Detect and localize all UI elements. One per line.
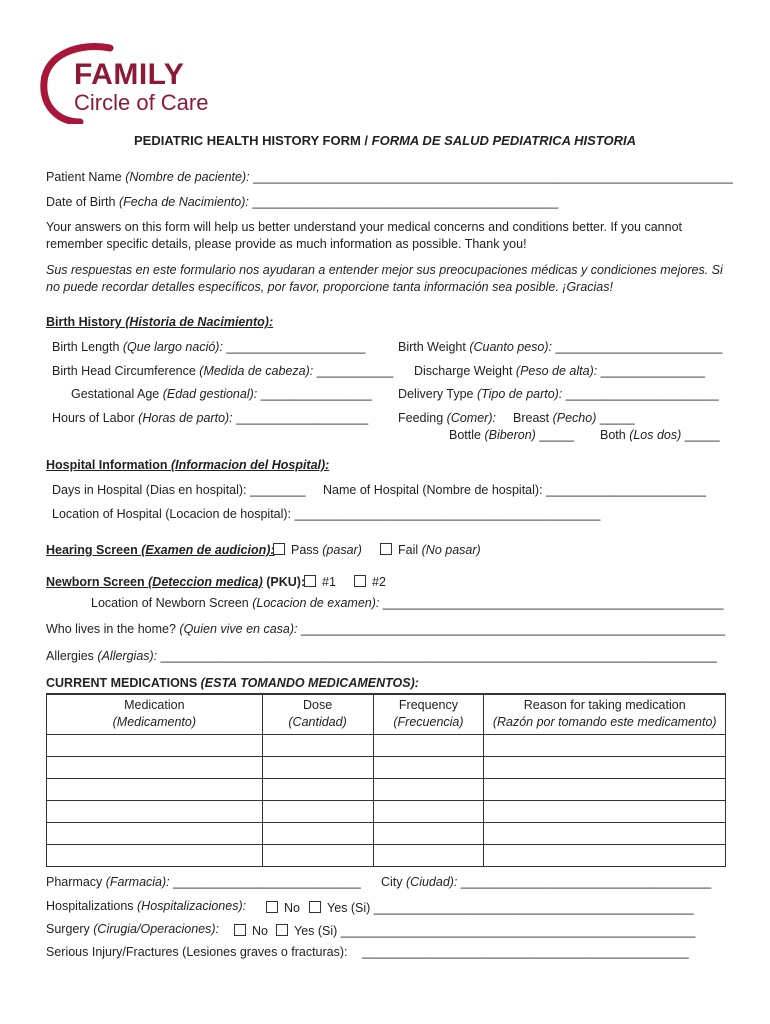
checkbox-icon[interactable] <box>304 575 316 587</box>
hospital-info-heading: Hospital Information (Informacion del Hospital): <box>46 458 330 472</box>
checkbox-icon[interactable] <box>380 543 392 555</box>
date-of-birth-field[interactable]: Date of Birth (Fecha de Nacimiento): ____________________________________________ <box>46 195 559 209</box>
who-lives-field[interactable]: Who lives in the home? (Quien vive en casa): _____________________________________________________________ <box>46 622 726 636</box>
logo-line-1: FAMILY <box>74 58 185 91</box>
newborn-option-2-checkbox[interactable]: #2 <box>354 575 386 589</box>
hospital-location-field[interactable]: Location of Hospital (Locacion de hospital): ____________________________________________ <box>52 507 601 521</box>
birth-weight-field[interactable]: Birth Weight (Cuanto peso): ________________________ <box>398 340 723 354</box>
city-field[interactable]: City (Ciudad): ____________________________________ <box>381 875 712 889</box>
table-row[interactable] <box>47 735 726 757</box>
hospital-name-field[interactable]: Name of Hospital (Nombre de hospital): _______________________ <box>323 483 706 497</box>
hospitalizations-no-checkbox[interactable]: No <box>266 901 300 915</box>
medications-heading: CURRENT MEDICATIONS (ESTA TOMANDO MEDICAMENTOS): <box>46 676 419 690</box>
family-circle-logo <box>40 42 240 124</box>
intro-spanish: Sus respuestas en este formulario nos ayudaran a entender mejor sus preocupaciones médicas y condiciones mejores. Si no puede recordar detalles específicos, por favor, proporcione tanta información sea posible. ¡Gracias! <box>46 263 723 294</box>
birth-length-field[interactable]: Birth Length (Que largo nació): ____________________ <box>52 340 366 354</box>
checkbox-icon[interactable] <box>309 901 321 913</box>
hospitalizations-yes-field[interactable]: Yes (Si) ______________________________________________ <box>309 901 694 915</box>
pharmacy-field[interactable]: Pharmacy (Farmacia): ___________________________ <box>46 875 361 889</box>
hearing-screen-row: Hearing Screen (Examen de audicion): <box>46 543 275 557</box>
checkbox-icon[interactable] <box>273 543 285 555</box>
feeding-breast-field[interactable]: Breast (Pecho) _____ <box>513 411 635 425</box>
table-row[interactable] <box>47 823 726 845</box>
column-medication: Medication (Medicamento) <box>47 694 263 735</box>
hearing-pass-checkbox[interactable]: Pass (pasar) <box>273 543 362 557</box>
feeding-bottle-field[interactable]: Bottle (Biberon) _____ <box>449 428 575 442</box>
discharge-weight-field[interactable]: Discharge Weight (Peso de alta): _______________ <box>414 364 705 378</box>
surgery-no-checkbox[interactable]: No <box>234 924 268 938</box>
column-frequency: Frequency (Frecuencia) <box>373 694 484 735</box>
head-circumference-field[interactable]: Birth Head Circumference (Medida de cabeza): ___________ <box>52 364 394 378</box>
medications-table <box>46 693 726 867</box>
checkbox-icon[interactable] <box>276 924 288 936</box>
table-row[interactable] <box>47 801 726 823</box>
table-header-row <box>47 694 726 735</box>
newborn-location-field[interactable]: Location of Newborn Screen (Locacion de examen): _________________________________________________ <box>91 596 724 610</box>
newborn-option-1-checkbox[interactable]: #1 <box>304 575 336 589</box>
form-title-en: PEDIATRIC HEALTH HISTORY FORM / <box>134 133 372 148</box>
serious-injury-label: Serious Injury/Fractures (Lesiones graves o fracturas): <box>46 945 348 959</box>
logo-line-2: Circle of Care <box>74 90 209 115</box>
newborn-screen-row: Newborn Screen (Deteccion medica) (PKU): <box>46 575 306 589</box>
form-title <box>0 133 770 148</box>
birth-history-heading: Birth History (Historia de Nacimiento): <box>46 315 274 329</box>
feeding-field: Feeding (Comer): <box>398 411 496 425</box>
gestational-age-field[interactable]: Gestational Age (Edad gestional): ________________ <box>71 387 372 401</box>
serious-injury-field[interactable]: _______________________________________________ <box>362 945 689 959</box>
checkbox-icon[interactable] <box>354 575 366 587</box>
hearing-fail-checkbox[interactable]: Fail (No pasar) <box>380 543 481 557</box>
allergies-field[interactable]: Allergies (Allergias): ________________________________________________________________________________ <box>46 649 717 663</box>
feeding-both-field[interactable]: Both (Los dos) _____ <box>600 428 720 442</box>
checkbox-icon[interactable] <box>234 924 246 936</box>
table-row[interactable] <box>47 779 726 801</box>
surgery-label: Surgery (Cirugia/Operaciones): <box>46 922 219 936</box>
checkbox-icon[interactable] <box>266 901 278 913</box>
intro-english: Your answers on this form will help us better understand your medical concerns and conditions better. If you cannot remember specific details, please provide as much information as possible. Thank you! <box>46 220 683 251</box>
hospitalizations-label: Hospitalizations (Hospitalizaciones): <box>46 899 247 913</box>
table-row[interactable] <box>47 757 726 779</box>
column-dose: Dose (Cantidad) <box>262 694 373 735</box>
form-title-es: FORMA DE SALUD PEDIATRICA HISTORIA <box>371 133 636 148</box>
surgery-yes-field[interactable]: Yes (Si) ___________________________________________________ <box>276 924 695 938</box>
delivery-type-field[interactable]: Delivery Type (Tipo de parto): ______________________ <box>398 387 719 401</box>
table-row[interactable] <box>47 845 726 867</box>
patient-name-field[interactable]: Patient Name (Nombre de paciente): _____________________________________________________________________ <box>46 170 733 184</box>
hours-of-labor-field[interactable]: Hours of Labor (Horas de parto): ___________________ <box>52 411 369 425</box>
days-in-hospital-field[interactable]: Days in Hospital (Dias en hospital): ________ <box>52 483 306 497</box>
column-reason: Reason for taking medication (Razón por tomando este medicamento) <box>484 694 726 735</box>
